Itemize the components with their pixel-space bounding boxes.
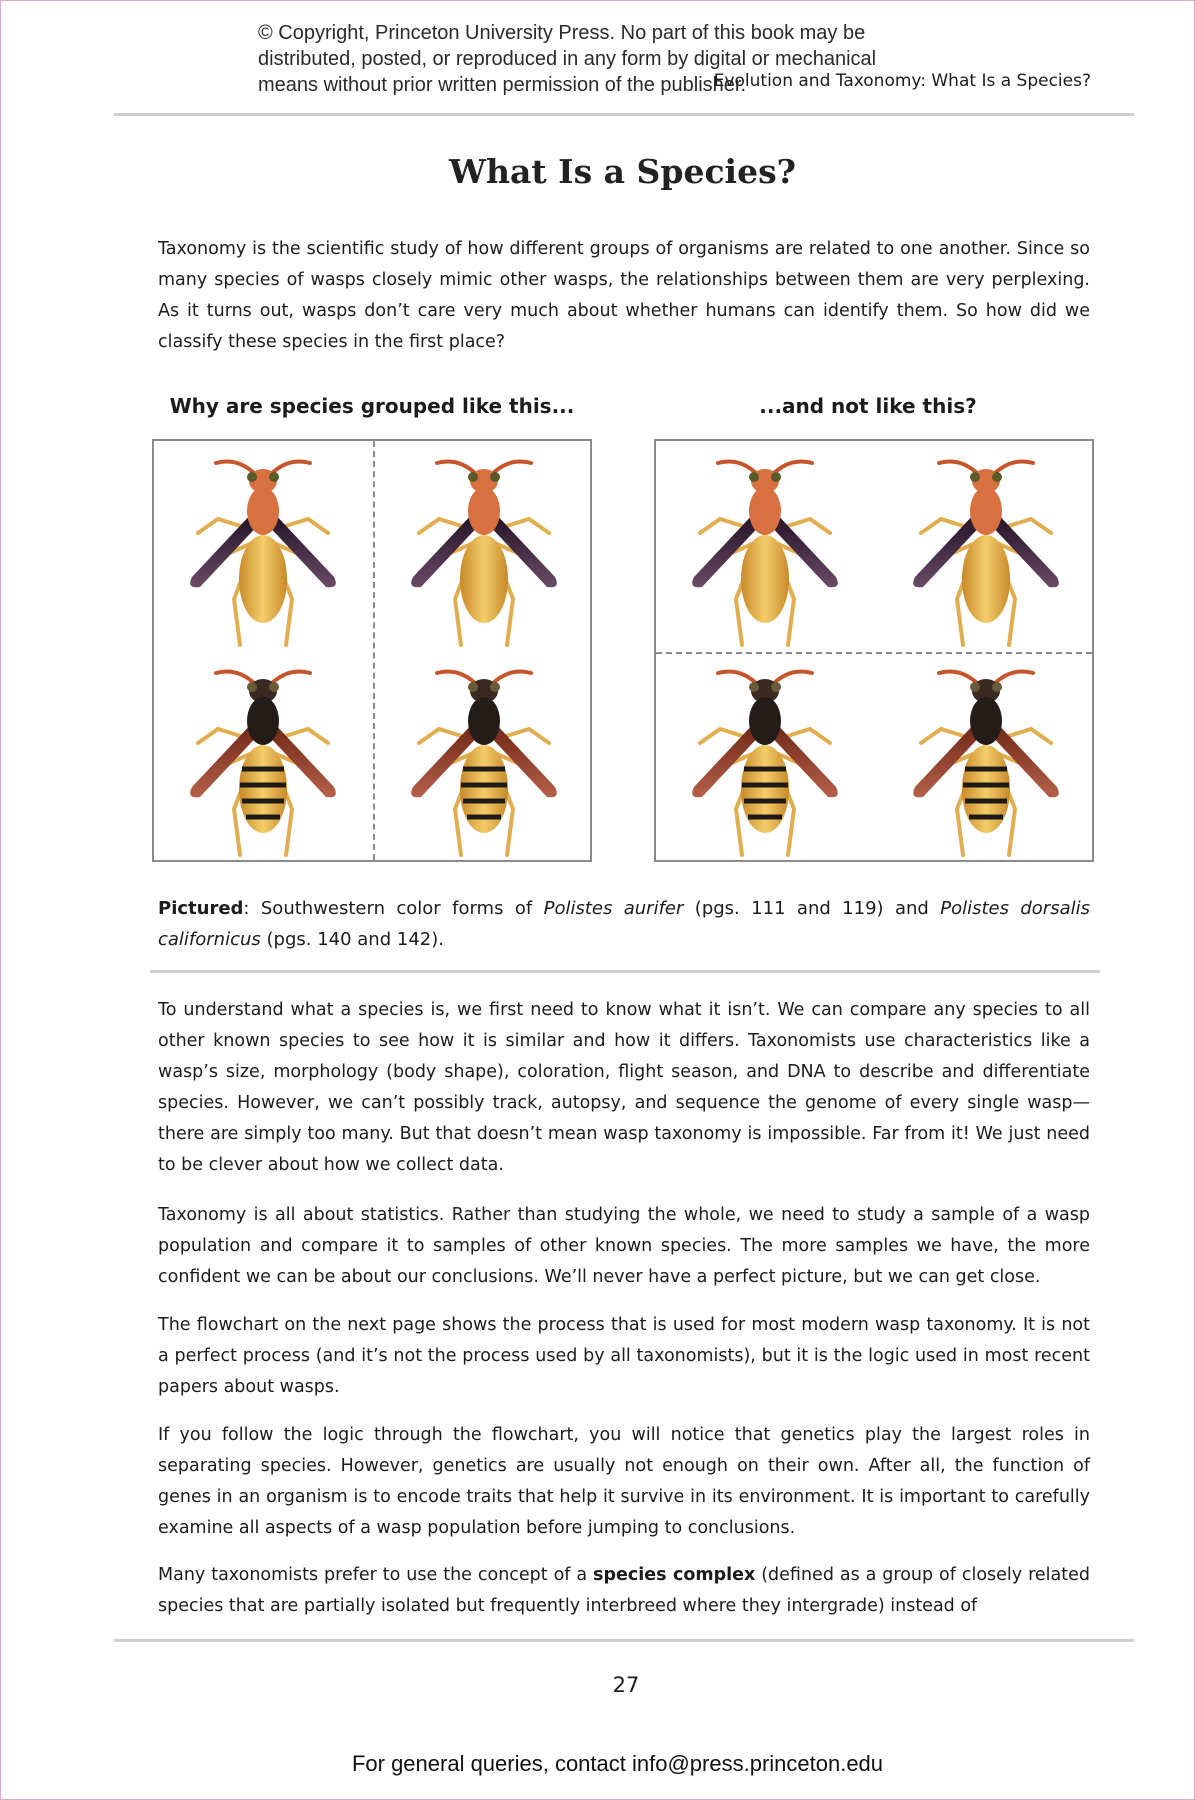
caption-rule — [150, 970, 1100, 973]
wasp-illustration-icon — [158, 449, 368, 649]
header-rule — [114, 113, 1134, 116]
wasp-illustration-icon — [379, 449, 589, 649]
wasp-illustration-icon — [660, 659, 870, 859]
footer-rule — [114, 1639, 1134, 1642]
grouping-panel-right — [654, 439, 1094, 862]
figure-label-left: Why are species grouped like this... — [169, 394, 575, 418]
contact-footer: For general queries, contact info@press.princeton.edu — [351, 1751, 884, 1776]
grouping-panel-left — [152, 439, 592, 862]
page-number: 27 — [612, 1673, 640, 1697]
body-paragraph: Taxonomy is all about statistics. Rather than studying the whole, we need to study a sample of a wasp population and compare it to samples of other known species. The more samples we have, the more confident we can be about our conclusions. We’ll never have a perfect picture, but we can get close. — [158, 1205, 1090, 1287]
figure-label-right: ...and not like this? — [759, 394, 977, 418]
running-head: Evolution and Taxonomy: What Is a Species? — [713, 71, 1091, 91]
wasp-illustration-icon — [881, 449, 1091, 649]
wasp-illustration-icon — [379, 659, 589, 859]
body-paragraph: Many taxonomists prefer to use the concept of a species complex (defined as a group of closely related species that are partially isolated but frequently interbreed where they intergrade) instead of — [158, 1565, 1090, 1616]
wasp-illustration-icon — [660, 449, 870, 649]
page-title: What Is a Species? — [449, 152, 796, 191]
body-paragraph: To understand what a species is, we first need to know what it isn’t. We can compare any species to all other known species to see how it is similar and how it differs. Taxonomists use characteristics like a wasp’s size, morphology (body shape), coloration, flight season, and DNA to describe and differentiate species. However, we can’t possibly track, autopsy, and sequence the genome of every single wasp—there are simply too many. But that doesn’t mean wasp taxonomy is impossible. Far from it! We just need to be clever about how we collect data. — [158, 1000, 1090, 1175]
body-paragraph: If you follow the logic through the flowchart, you will notice that genetics play the largest roles in separating species. However, genetics are usually not enough on their own. After all, the function of genes in an organism is to encode traits that help it survive in its environment. It is important to carefully examine all aspects of a wasp population before jumping to conclusions. — [158, 1425, 1090, 1538]
wasp-illustration-icon — [158, 659, 368, 859]
figure-caption: Pictured: Southwestern color forms of Polistes aurifer (pgs. 111 and 119) and Polistes dorsalis californicus (pgs. 140 and 142). — [158, 898, 1090, 950]
body-paragraph: The flowchart on the next page shows the process that is used for most modern wasp taxonomy. It is not a perfect process (and it’s not the process used by all taxonomists), but it is the logic used in most recent papers about wasps. — [158, 1315, 1090, 1397]
intro-paragraph: Taxonomy is the scientific study of how different groups of organisms are related to one another. Since so many species of wasps closely mimic other wasps, the relationships between them are very perplexing. As it turns out, wasps don’t care very much about whether humans can identify them. So how did we classify these species in the first place? — [158, 239, 1090, 352]
copyright-notice: © Copyright, Princeton University Press. No part of this book may be distributed, posted, or reproduced in any form by digital or mechanical means without prior written permission of the publisher. — [258, 22, 877, 96]
group-divider-vertical — [373, 441, 375, 860]
wasp-illustration-icon — [881, 659, 1091, 859]
group-divider-horizontal — [656, 652, 1092, 654]
